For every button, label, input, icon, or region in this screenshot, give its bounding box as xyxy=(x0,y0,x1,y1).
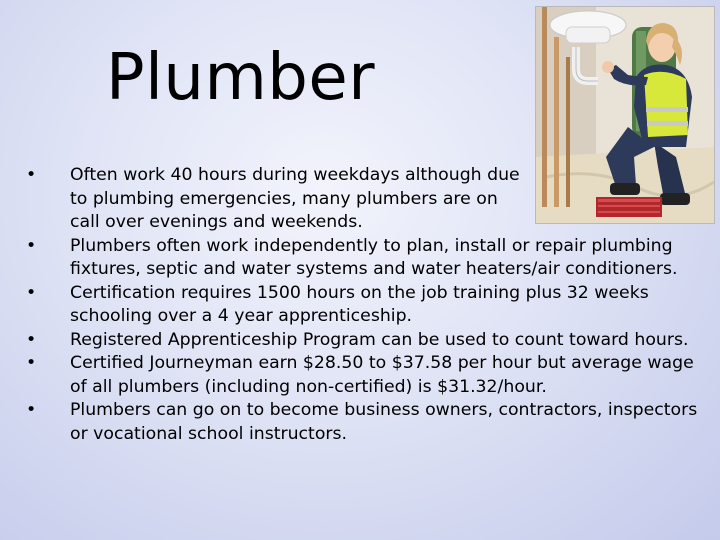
bullet-marker: • xyxy=(26,353,37,373)
bullet-list xyxy=(22,164,702,446)
bullet-marker: • xyxy=(26,329,37,350)
bullet-item xyxy=(22,164,702,235)
bullet-marker: • xyxy=(26,400,37,420)
bullet-text: Plumbers can go on to become business owners, contractors, inspectors or vocational school instructors. xyxy=(70,400,698,444)
bullet-text: Often work 40 hours during weekdays although due to plumbing emergencies, many plumbers are on call over evenings and weekends. xyxy=(70,165,520,232)
bullet-text: Certification requires 1500 hours on the job training plus 32 weeks schooling over a 4 year apprenticeship. xyxy=(70,282,649,326)
bullet-item xyxy=(22,329,702,353)
bullet-marker: • xyxy=(26,235,37,256)
bullet-text: Registered Apprenticeship Program can be used to count toward hours. xyxy=(70,329,689,350)
bullet-item xyxy=(22,282,702,329)
bullet-marker: • xyxy=(26,282,37,303)
bullet-item xyxy=(22,235,702,282)
bullet-item xyxy=(22,352,702,399)
bullet-text: Plumbers often work independently to plan, install or repair plumbing fixtures, septic and water systems and water heaters/air conditioners. xyxy=(70,235,678,279)
bullet-marker: • xyxy=(26,165,37,185)
bullet-text: Certified Journeyman earn $28.50 to $37.58 per hour but average wage of all plumbers (including non-certified) is $31.32/hour. xyxy=(70,353,694,397)
bullet-item xyxy=(22,399,702,446)
slide-title: Plumber xyxy=(106,41,376,115)
